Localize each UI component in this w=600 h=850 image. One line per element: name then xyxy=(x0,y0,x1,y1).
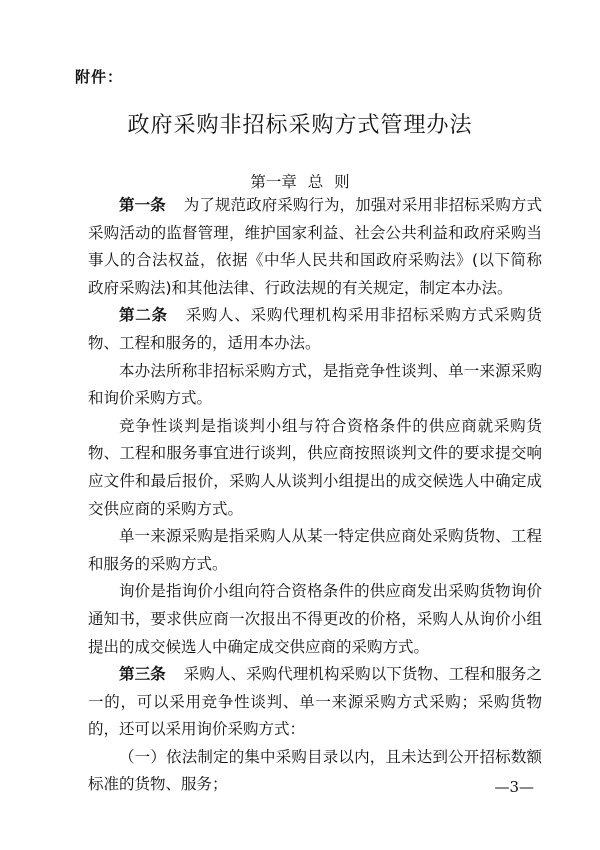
article-3-paragraph xyxy=(88,661,542,744)
paragraph xyxy=(88,358,542,413)
list-item-paragraph xyxy=(88,744,542,799)
article-heading: 第二条 xyxy=(119,306,168,325)
paragraph xyxy=(88,413,542,523)
article-heading: 第三条 xyxy=(119,665,166,684)
paragraph xyxy=(88,578,542,661)
article-heading: 第一条 xyxy=(119,196,166,214)
article-2-paragraph xyxy=(88,302,542,357)
paragraph-text: 竞争性谈判是指谈判小组与符合资格条件的供应商就采购货物、工程和服务事宜进行谈判，供应商按照谈判文件的要求提交响应文件和最后报价，采购人从谈判小组提出的成交候选人中确定成交供应商的采购方式。 xyxy=(88,416,542,518)
chapter-title: 第一章 总 则 xyxy=(250,173,350,191)
article-1-paragraph xyxy=(88,192,542,302)
attachment-label: 附件： xyxy=(75,68,124,86)
paragraph-text: 单一来源采购是指采购人从某一特定供应商处采购货物、工程和服务的采购方式。 xyxy=(88,527,542,573)
paragraph-text: 为了规范政府采购行为，加强对采用非招标采购方式采购活动的监督管理，维护国家利益、社会公共利益和政府采购当事人的合法权益，依据《中华人民共和国政府采购法》(以下简称政府采购法)和其他法律、行政法规的有关规定，制定本办法。 xyxy=(88,196,542,297)
paragraph-text: 采购人、采购代理机构采购以下货物、工程和服务之一的，可以采用竞争性谈判、单一来源采购方式采购；采购货物的，还可以采用询价采购方式： xyxy=(88,665,542,739)
page-number: —3— xyxy=(494,778,534,796)
paragraph xyxy=(88,523,542,578)
paragraph-text: 本办法所称非招标采购方式，是指竞争性谈判、单一来源采购和询价采购方式。 xyxy=(88,361,542,408)
paragraph-text: （一）依法制定的集中采购目录以内，且未达到公开招标数额标准的货物、服务； xyxy=(88,747,542,794)
paragraph-text: 询价是指询价小组向符合资格条件的供应商发出采购货物询价通知书，要求供应商一次报出不得更改的价格，采购人从询价小组提出的成交候选人中确定成交供应商的采购方式。 xyxy=(88,582,542,656)
paragraph-text: 采购人、采购代理机构采用非招标采购方式采购货物、工程和服务的，适用本办法。 xyxy=(88,306,542,352)
document-body xyxy=(88,192,542,799)
document-title: 政府采购非招标采购方式管理办法 xyxy=(127,113,473,138)
